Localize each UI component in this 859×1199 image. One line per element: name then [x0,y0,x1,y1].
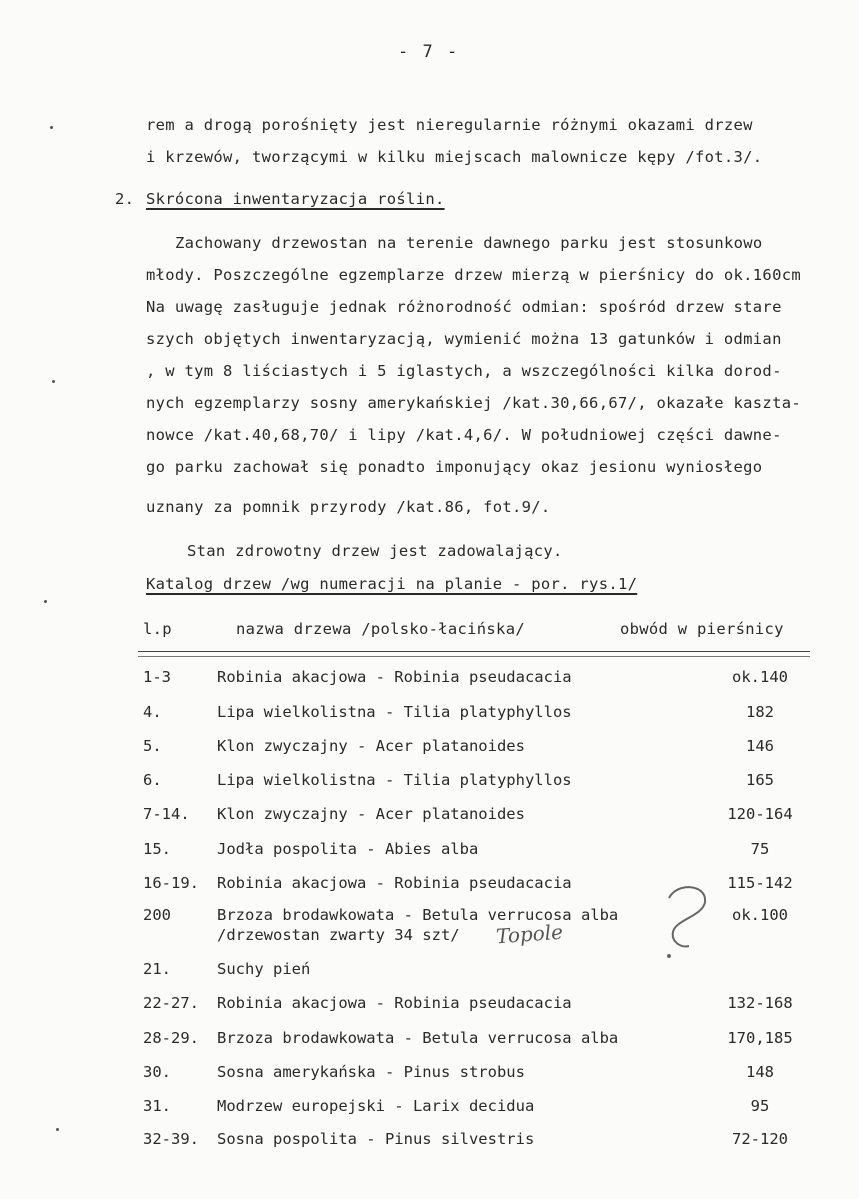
row-lp: 22-27. [143,994,199,1012]
handwritten-question-mark [655,880,715,960]
table-row [0,668,859,692]
row-circumference: 146 [746,737,774,755]
table-row [0,1029,859,1053]
row-lp: 5. [143,737,162,755]
scan-speck [56,1128,59,1131]
row-name: Lipa wielkolistna - Tilia platyphyllos [217,703,572,721]
row-circumference: 148 [746,1063,774,1081]
table-row [0,1097,859,1121]
row-name: Modrzew europejski - Larix decidua [217,1097,535,1115]
paragraph-line-2: młody. Poszczególne egzemplarze drzew mierzą w pierśnicy do ok.160cm [146,266,801,284]
row-lp: 16-19. [143,874,199,892]
row-lp: 31. [143,1097,171,1115]
section-title: Skrócona inwentaryzacja roślin. [146,190,445,208]
row-lp: 15. [143,840,171,858]
section-number: 2. [115,190,135,208]
page-number: - 7 - [398,42,460,62]
row-name: Robinia akacjowa - Robinia pseudacacia [217,874,572,892]
table-header-lp: l.p [143,620,172,638]
table-row [0,771,859,795]
table-row [0,874,859,898]
health-line: Stan zdrowotny drzew jest zadowalający. [187,542,563,560]
table-header-rule-1 [138,651,810,652]
table-row [0,703,859,727]
scan-speck [52,380,55,383]
row-circumference: 165 [746,771,774,789]
row-name: Klon zwyczajny - Acer platanoides [217,737,525,755]
table-row [0,1063,859,1087]
row-lp: 200 [143,906,171,924]
paragraph-line-7: nowce /kat.40,68,70/ i lipy /kat.4,6/. W południowej części dawne- [146,426,782,444]
row-lp: 32-39. [143,1130,199,1148]
row-circumference: 95 [750,1097,770,1115]
table-row [0,1130,859,1154]
row-name: Sosna amerykańska - Pinus strobus [217,1063,525,1081]
paragraph-line-4: szych objętych inwentaryzacją, wymienić można 13 gatunków i odmian [146,330,782,348]
row-lp: 7-14. [143,805,190,823]
row-name: Sosna pospolita - Pinus silvestris [217,1130,535,1148]
row-lp: 6. [143,771,162,789]
paragraph-line-1: Zachowany drzewostan na terenie dawnego parku jest stosunkowo [175,234,763,252]
row-circumference: 170,185 [727,1029,793,1047]
paragraph-line-9: uznany za pomnik przyrody /kat.86, fot.9/. [146,498,551,516]
table-row [0,994,859,1018]
paragraph-line-3: Na uwagę zasługuje jednak różnorodność odmian: spośród drzew stare [146,298,782,316]
handwritten-note: Topole [495,919,564,949]
paragraph-line-8: go parku zachował się ponadto imponujący okaz jesionu wyniosłego [146,458,763,476]
row-circumference: 75 [750,840,770,858]
table-row [0,840,859,864]
catalog-title: Katalog drzew /wg numeracji na planie - por. rys.1/ [146,575,638,593]
row-name: Lipa wielkolistna - Tilia platyphyllos [217,771,572,789]
row-name: Robinia akacjowa - Robinia pseudacacia [217,994,572,1012]
table-header-rule-2 [138,656,810,657]
row-name: Suchy pień [217,960,311,978]
row-circumference: ok.140 [732,668,788,686]
row-name: Klon zwyczajny - Acer platanoides [217,805,525,823]
table-row [0,805,859,829]
row-circumference: 115-142 [727,874,793,892]
row-lp: 21. [143,960,171,978]
row-circumference: ok.100 [732,906,788,924]
scan-speck [44,600,47,603]
row-lp: 28-29. [143,1029,199,1047]
paragraph-line-6: nych egzemplarzy sosny amerykańskiej /kat.30,66,67/, okazałe kaszta- [146,394,801,412]
intro-line-1: rem a drogą porośnięty jest nieregularnie różnymi okazami drzew [146,116,753,134]
row-name: Brzoza brodawkowata - Betula verrucosa alba [217,1029,619,1047]
table-row [0,906,859,950]
table-row [0,737,859,761]
row-name-continuation: /drzewostan zwarty 34 szt/ [217,926,460,944]
row-circumference: 182 [746,703,774,721]
table-header-circumference: obwód w pierśnicy [620,620,784,638]
row-name: Brzoza brodawkowata - Betula verrucosa alba [217,906,619,924]
table-row [0,960,859,984]
intro-line-2: i krzewów, tworzącymi w kilku miejscach malownicze kępy /fot.3/. [146,148,763,166]
scan-speck [50,126,53,129]
row-name: Robinia akacjowa - Robinia pseudacacia [217,668,572,686]
row-circumference: 132-168 [727,994,793,1012]
row-name: Jodła pospolita - Abies alba [217,840,479,858]
paragraph-line-5: , w tym 8 liściastych i 5 iglastych, a wszczególności kilka dorod- [146,362,782,380]
row-circumference: 72-120 [732,1130,788,1148]
table-header-name: nazwa drzewa /polsko-łacińska/ [236,620,525,638]
row-lp: 1-3 [143,668,171,686]
row-circumference: 120-164 [727,805,793,823]
row-lp: 4. [143,703,162,721]
row-lp: 30. [143,1063,171,1081]
